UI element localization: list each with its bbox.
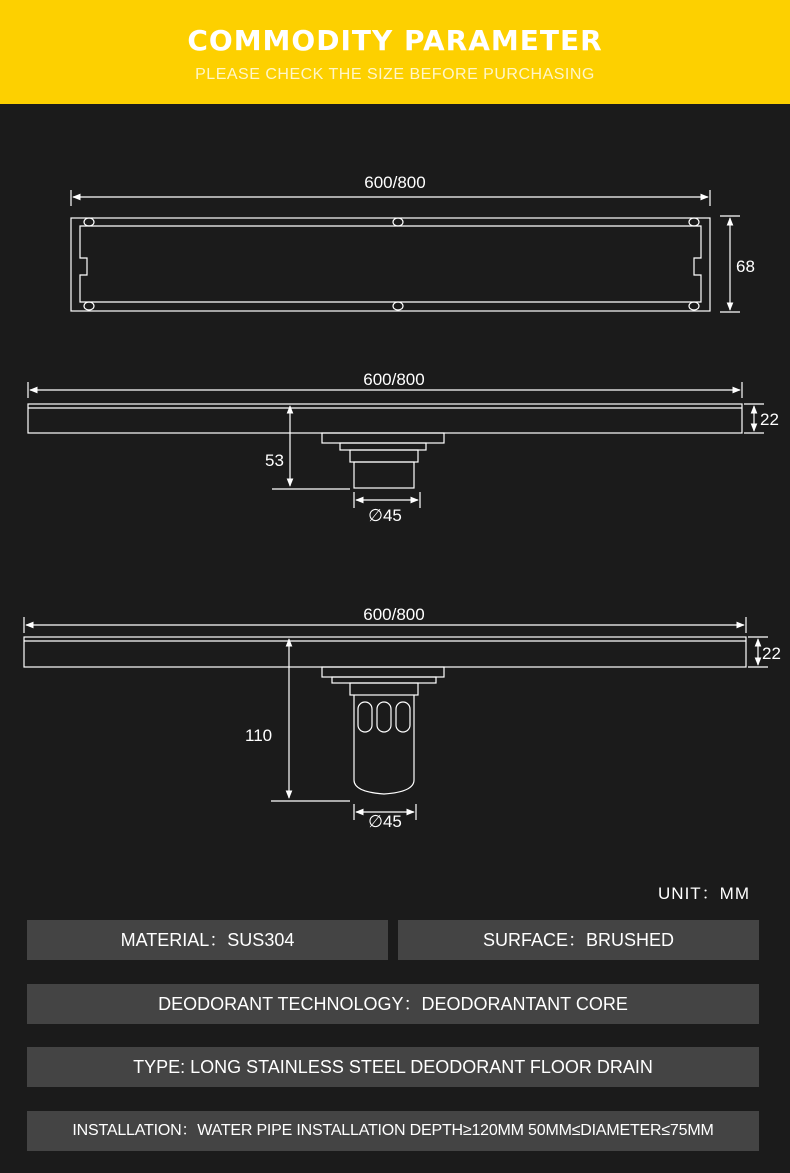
short-length-label: 600/800 — [363, 370, 425, 389]
top-view-drawing — [71, 190, 740, 312]
short-diameter-label: ∅45 — [368, 506, 402, 525]
spec-material: MATERIAL：SUS304 — [27, 920, 388, 960]
spec-technology: DEODORANT TECHNOLOGY：DEODORANTANT CORE — [27, 984, 759, 1024]
short-depth-label: 53 — [265, 451, 284, 470]
header-banner — [0, 0, 790, 104]
long-thickness-label: 22 — [762, 644, 781, 663]
side-view-long-drawing — [24, 617, 768, 820]
page-subtitle: PLEASE CHECK THE SIZE BEFORE PURCHASING — [195, 66, 595, 83]
page-title: COMMODITY PARAMETER — [187, 24, 603, 57]
long-depth-label: 110 — [245, 726, 273, 745]
spec-installation: INSTALLATION：WATER PIPE INSTALLATION DEPTH≥120MM 50MM≤DIAMETER≤75MM — [27, 1111, 759, 1151]
unit-label: UNIT：MM — [658, 884, 750, 903]
side-view-short-drawing — [28, 382, 764, 508]
top-length-label: 600/800 — [364, 173, 426, 192]
long-length-label: 600/800 — [363, 605, 425, 624]
spec-type: TYPE: LONG STAINLESS STEEL DEODORANT FLOOR DRAIN — [27, 1047, 759, 1087]
dimension-drawings — [0, 104, 790, 864]
spec-surface: SURFACE：BRUSHED — [398, 920, 759, 960]
long-diameter-label: ∅45 — [368, 812, 402, 831]
short-thickness-label: 22 — [760, 410, 779, 429]
top-width-label: 68 — [736, 257, 755, 276]
